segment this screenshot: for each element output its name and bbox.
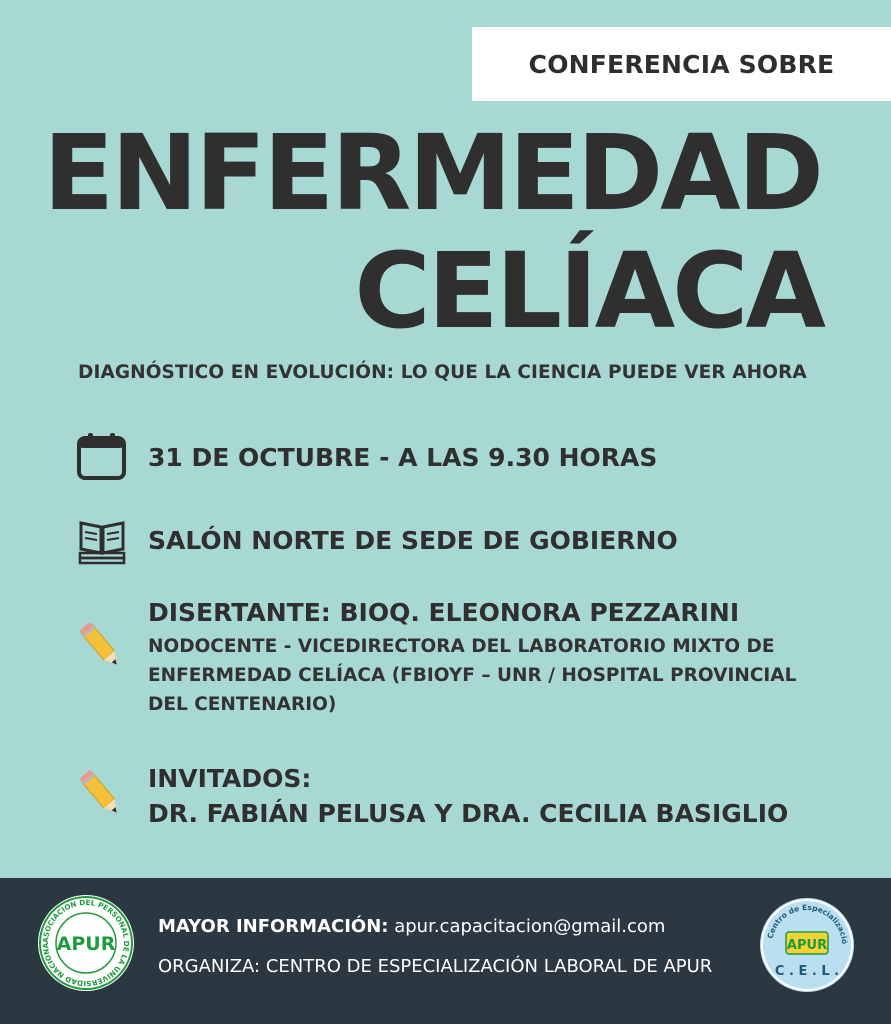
guests-title: INVITADOS: (148, 764, 312, 793)
organiza-line: ORGANIZA: CENTRO DE ESPECIALIZACIÓN LABORAL DE APUR (158, 956, 713, 977)
guests-names: DR. FABIÁN PELUSA Y DRA. CECILIA BASIGLIO (148, 799, 789, 828)
pencil-icon (77, 768, 127, 822)
conference-tag: CONFERENCIA SOBRE (528, 49, 835, 79)
event-date: 31 DE OCTUBRE - A LAS 9.30 HORAS (148, 442, 658, 472)
info-label: MAYOR INFORMACIÓN: (158, 916, 389, 937)
cel-logo (758, 896, 856, 998)
book-icon (77, 515, 127, 565)
info-line (158, 916, 665, 937)
cel-ring-text: Centro de Especializació (765, 902, 850, 945)
subtitle: DIAGNÓSTICO EN EVOLUCIÓN: LO QUE LA CIENCIA PUEDE VER AHORA (78, 362, 807, 383)
apur-logo (36, 893, 136, 997)
guests-block (148, 764, 788, 828)
event-location: SALÓN NORTE DE SEDE DE GOBIERNO (148, 525, 678, 555)
cel-bottom-text: C . E . L . (774, 964, 840, 979)
info-email[interactable]: apur.capacitacion@gmail.com (394, 916, 666, 937)
location-row (77, 515, 678, 565)
guests-pencil-icon-wrap (77, 768, 127, 826)
title-line-2: CELÍACA (354, 230, 823, 352)
speaker-title: DISERTANTE: BIOQ. ELEONORA PEZZARINI (148, 598, 740, 627)
speaker-pencil-icon-wrap (77, 620, 127, 678)
apur-ring-text: ASOCIACION DEL PERSONAL DE LA UNIVERSIDAD NACIONA (40, 897, 132, 989)
pencil-icon (77, 620, 127, 674)
apur-center-text: APUR (56, 933, 116, 955)
conference-tag-box (472, 27, 891, 101)
speaker-desc-1: NODOCENTE - VICEDIRECTORA DEL LABORATORIO MIXTO DE (148, 636, 775, 657)
cel-center-text: APUR (786, 938, 828, 953)
calendar-icon (77, 432, 127, 482)
speaker-desc-3: DEL CENTENARIO) (148, 694, 337, 715)
title-line-1: ENFERMEDAD (43, 112, 821, 234)
speaker-block (148, 598, 796, 719)
speaker-desc-2: ENFERMEDAD CELÍACA (FBIOYF – UNR / HOSPITAL PROVINCIAL (148, 665, 797, 686)
date-row (77, 432, 657, 482)
